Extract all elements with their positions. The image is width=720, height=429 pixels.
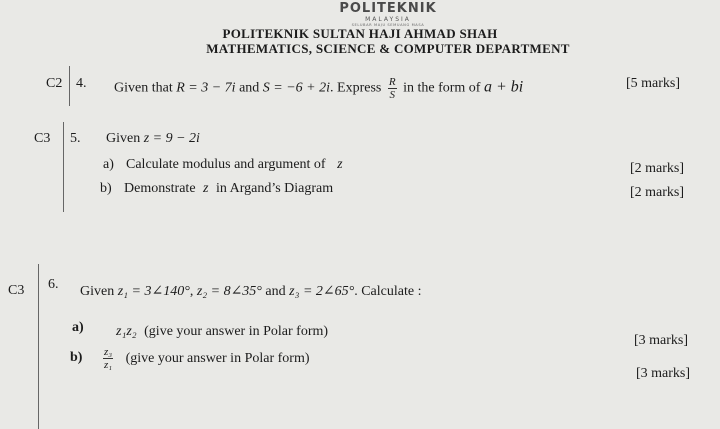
q5b-text — [124, 181, 333, 197]
q6a-expression: z₁z₂ — [116, 324, 137, 339]
q6-z1-equation: z₁ = 3∠140° — [117, 284, 190, 299]
q4-fraction — [388, 76, 397, 101]
q4-question — [114, 76, 523, 101]
logo-wordmark: POLITEKNIK — [339, 1, 437, 16]
q5a-label: a) — [103, 157, 114, 172]
q6b-marks: [3 marks] — [636, 366, 691, 381]
q5a-marks: [2 marks] — [630, 161, 685, 176]
q4-clo-label: C2 — [46, 76, 63, 91]
q4-fraction-denominator: S — [389, 89, 395, 101]
q6a-text — [116, 324, 328, 340]
q6b-fraction — [103, 346, 113, 371]
q6-margin-line — [38, 264, 39, 429]
q6b-text — [100, 346, 310, 371]
polytechnic-logo — [332, 1, 444, 28]
institution-title: POLITEKNIK SULTAN HAJI AHMAD SHAH — [222, 26, 498, 41]
department-title: MATHEMATICS, SCIENCE & COMPUTER DEPARTMENT — [206, 41, 570, 56]
q6a-marks: [3 marks] — [634, 333, 689, 348]
q6-number: 6. — [48, 277, 59, 292]
q6-z3-equation: z₃ = 2∠65° — [289, 284, 355, 299]
q5-question — [106, 131, 200, 147]
q5b-label: b) — [100, 181, 112, 196]
q4-s-equation: S = −6 + 2i — [262, 80, 331, 96]
q6b-fraction-denominator: z₁ — [104, 359, 113, 371]
logo-tagline: SELUBAR MAJU SEMUANG MASA — [351, 23, 425, 27]
q6-and: and — [265, 284, 286, 299]
q6a-label: a) — [72, 320, 84, 335]
q4-margin-line — [69, 66, 70, 106]
q5a-variable: z — [337, 157, 343, 172]
q5b-variable: z — [203, 181, 209, 196]
q6a-instruction: (give your answer in Polar form) — [144, 324, 329, 339]
q5-number: 5. — [70, 131, 81, 146]
q4-and: and — [239, 80, 260, 96]
q4-text-c: in the form of — [403, 80, 481, 96]
q5b-text-post: in Argand’s Diagram — [215, 181, 334, 196]
q5-z-equation: z = 9 − 2i — [143, 131, 200, 146]
logo-subtitle: MALAYSIA — [365, 16, 411, 23]
q5b-text-pre: Demonstrate — [124, 181, 196, 196]
q6-question: Given z₁ = 3∠140°, z₂ = 8∠35° and z₃ = 2∠65°. Calculate : — [80, 284, 422, 299]
q5-clo-label: C3 — [34, 131, 51, 146]
q5b-marks: [2 marks] — [630, 185, 685, 200]
q5-margin-line — [63, 122, 64, 212]
q4-text-b: . Express — [330, 80, 382, 96]
q4-text-a: Given that — [114, 80, 173, 96]
q6b-instruction: (give your answer in Polar form) — [125, 350, 310, 366]
q5a-text — [126, 157, 343, 173]
q5-given: Given — [106, 131, 141, 146]
q4-number: 4. — [76, 76, 87, 91]
q6b-label: b) — [70, 350, 83, 365]
q6-given: Given — [80, 284, 115, 299]
q4-marks: [5 marks] — [626, 76, 681, 91]
q4-r-equation: R = 3 − 7i — [176, 80, 236, 96]
q6-clo-label: C3 — [8, 283, 25, 298]
q4-fraction-numerator: R — [388, 76, 396, 88]
q6-z2-equation: z₂ = 8∠35° — [196, 284, 262, 299]
q6-calculate: . Calculate : — [354, 284, 422, 299]
q5a-instruction: Calculate modulus and argument of — [126, 157, 326, 172]
q6b-fraction-numerator: z₃ — [104, 346, 113, 358]
q4-form: a + bi — [483, 78, 524, 96]
